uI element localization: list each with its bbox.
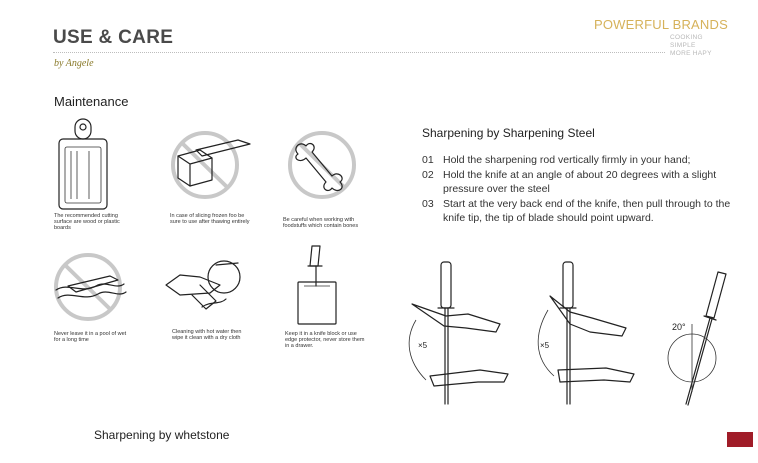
step-number: 03 — [422, 197, 434, 210]
step-item — [422, 197, 742, 226]
steel-steps — [422, 153, 742, 226]
bone-icon — [282, 128, 362, 203]
cutting-board-icon — [55, 115, 115, 210]
tagline-line: SIMPLE — [670, 42, 696, 49]
page-title: USE & CARE — [53, 27, 174, 48]
steel-angle-diagram — [660, 268, 755, 408]
step-text: Hold the knife at an angle of about 20 degrees with a slight pressure over the steel — [443, 168, 717, 195]
byline: by Angele — [54, 58, 94, 69]
caption-frozen-food: In case of slicing frozen foo be sure to use after thawing entirely — [170, 213, 250, 225]
steel-heading: Sharpening by Sharpening Steel — [422, 126, 595, 140]
angle-label: 20° — [672, 322, 686, 332]
caption-wet: Never leave it in a pool of wet for a long time — [54, 331, 127, 343]
step-item — [422, 153, 742, 168]
steel-diagram-pull — [530, 258, 640, 408]
step-number: 01 — [422, 154, 434, 166]
caption-cutting-board: The recommended cutting surface are wood or plastic boards — [54, 213, 120, 231]
brand-name: POWERFUL BRANDS — [594, 17, 728, 32]
repeat-count-a: ×5 — [418, 341, 428, 350]
frozen-food-icon — [160, 128, 255, 203]
caption-bones: Be careful when working with foodstuffs which contain bones — [283, 217, 359, 229]
tagline-line: MORE HAPY — [670, 50, 712, 57]
tagline-line: COOKING — [670, 34, 703, 41]
step-number: 02 — [422, 168, 434, 181]
caption-cleaning: Cleaning with hot water then wipe it clean with a dry cloth — [172, 329, 242, 341]
accent-block — [727, 432, 753, 447]
wet-knife-icon — [48, 250, 133, 325]
maintenance-heading: Maintenance — [54, 94, 129, 109]
caption-storage: Keep it in a knife block or use edge protector, never store them in a drawer. — [285, 331, 365, 349]
knife-block-icon — [290, 242, 350, 327]
steel-diagram-start — [408, 258, 518, 408]
whetstone-heading: Sharpening by whetstone — [94, 428, 230, 442]
cleaning-icon — [160, 255, 255, 330]
repeat-count-b: ×5 — [540, 341, 550, 350]
brand-tagline — [670, 34, 712, 58]
step-text: Start at the very back end of the knife, then pull through to the knife tip, the tip of blade should point upward. — [443, 197, 731, 224]
step-item — [422, 168, 742, 197]
header-divider — [53, 52, 665, 53]
step-text: Hold the sharpening rod vertically firmly in your hand; — [443, 154, 691, 166]
